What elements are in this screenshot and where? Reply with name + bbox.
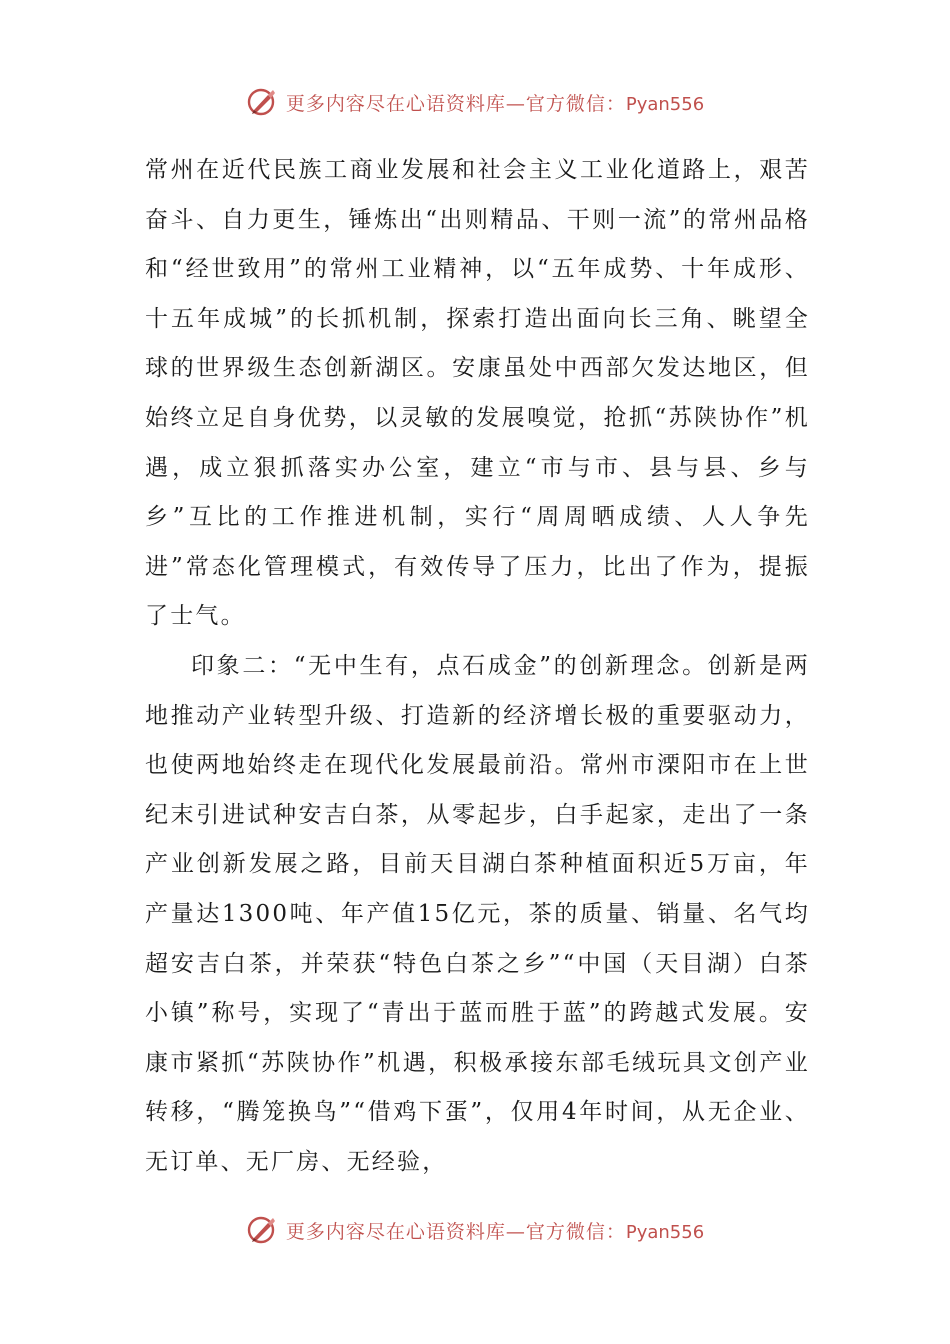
pen-brush-logo-icon <box>246 86 278 118</box>
watermark-label: 更多内容尽在心语资料库—官方微信： <box>285 92 626 115</box>
watermark-header <box>0 82 950 122</box>
watermark-text <box>286 1217 704 1244</box>
pen-brush-logo-icon <box>246 1214 278 1246</box>
watermark-label: 更多内容尽在心语资料库—官方微信： <box>285 1220 626 1243</box>
paragraph-2: 印象二：“无中生有，点石成金”的创新理念。创新是两地推动产业转型升级、打造新的经济增长极的重要驱动力，也使两地始终走在现代化发展最前沿。常州市溧阳市在上世纪末引进试种安吉白茶，从零起步，白手起家，走出了一条产业创新发展之路，目前天目湖白茶种植面积近5万亩，年产量达1300吨、年产值15亿元，茶的质量、销量、名气均超安吉白茶，并荣获“特色白茶之乡”“中国（天目湖）白茶小镇”称号，实现了“青出于蓝而胜于蓝”的跨越式发展。安康市紧抓“苏陕协作”机遇，积极承接东部毛绒玩具文创产业转移，“腾笼换鸟”“借鸡下蛋”，仅用4年时间，从无企业、无订单、无厂房、无经验， <box>145 652 810 1175</box>
watermark-text <box>286 89 704 116</box>
watermark-footer <box>0 1210 950 1250</box>
watermark-wechat-id: Pyan556 <box>625 1221 705 1243</box>
document-body <box>145 146 810 1187</box>
paragraph-1: 常州在近代民族工商业发展和社会主义工业化道路上，艰苦奋斗、自力更生，锤炼出“出则精品、干则一流”的常州品格和“经世致用”的常州工业精神，以“五年成势、十年成形、十五年成城”的长抓机制，探索打造出面向长三角、眺望全球的世界级生态创新湖区。安康虽处中西部欠发达地区，但始终立足自身优势，以灵敏的发展嗅觉，抢抓“苏陕协作”机遇，成立狠抓落实办公室，建立“市与市、县与县、乡与乡”互比的工作推进机制，实行“周周晒成绩、人人争先进”常态化管理模式，有效传导了压力，比出了作为，提振了士气。 <box>145 157 810 630</box>
watermark-wechat-id: Pyan556 <box>625 93 705 115</box>
